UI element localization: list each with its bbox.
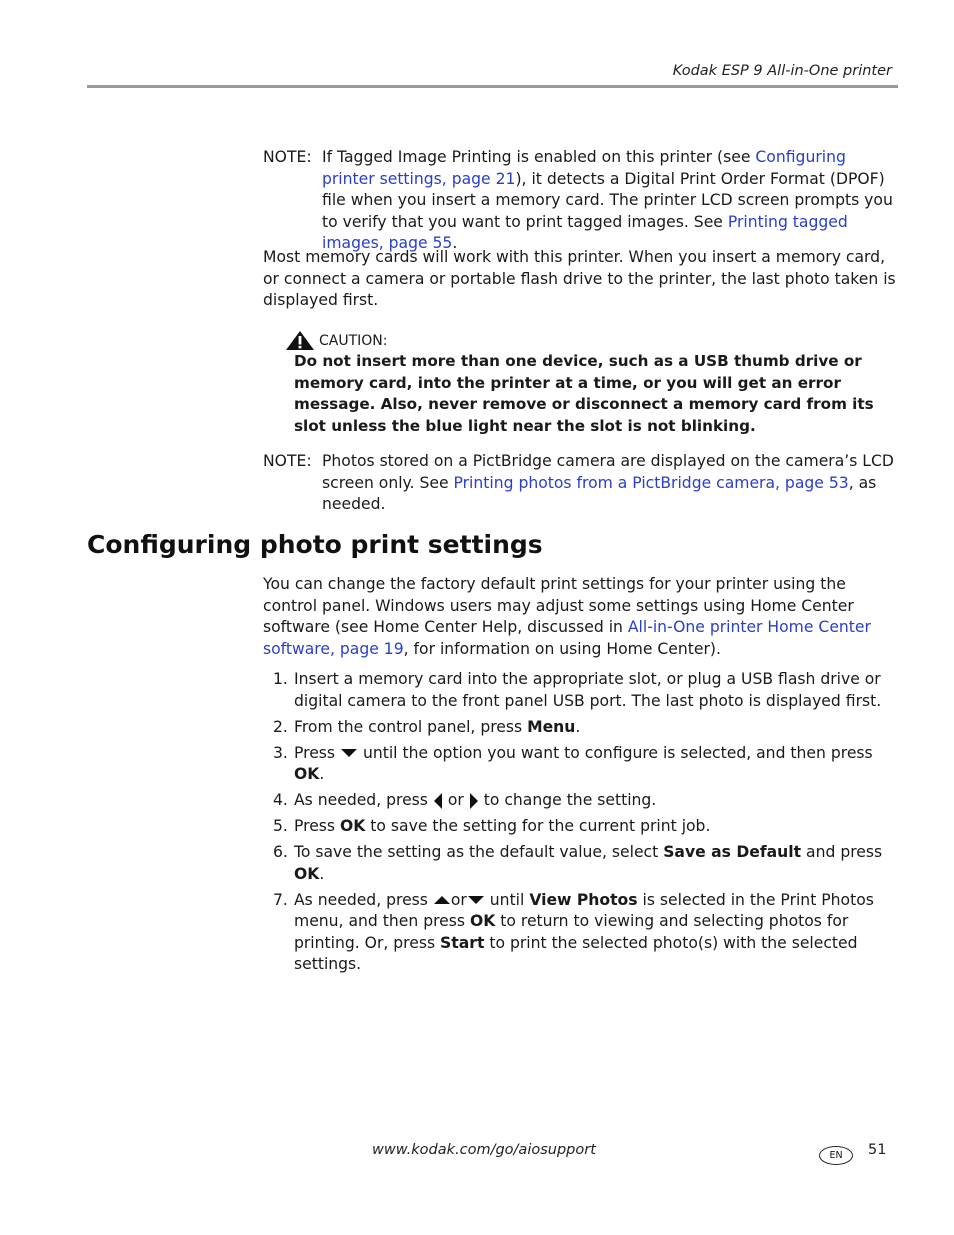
language-badge: EN	[819, 1146, 853, 1165]
right-arrow-icon	[469, 792, 479, 810]
note-pictbridge	[263, 451, 903, 516]
link-printing-tagged-images[interactable]: Printing tagged images, page 55	[322, 212, 848, 252]
caution-block	[285, 330, 897, 437]
steps-list	[263, 669, 903, 980]
memory-card-paragraph: Most memory cards will work with this printer. When you insert a memory card, or connect a camera or portable flash drive to the printer, the last photo taken is displayed first.	[263, 248, 896, 309]
note-label: NOTE:	[263, 148, 312, 166]
section-heading: Configuring photo print settings	[87, 530, 543, 559]
note-body: If Tagged Image Printing is enabled on this printer (see Configuring printer settings, page 21), it detects a Digital Print Order Format (DPOF) file when you insert a memory card. The printer LCD screen prompts you to verify that you want to print tagged images. See Printing tagged images, page 55.	[322, 148, 893, 252]
note-body: Photos stored on a PictBridge camera are displayed on the camera’s LCD screen only. See Printing photos from a PictBridge camera, page 53, as needed.	[322, 452, 894, 513]
list-item: 7. As needed, press or until View Photos is selected in the Print Photos menu, and then press OK to return to viewing and selecting photos for printing. Or, press Start to print the selected photo(s) with the selected settings.	[273, 890, 874, 973]
list-item: 5. Press OK to save the setting for the current print job.	[273, 817, 711, 835]
caution-text: Do not insert more than one device, such as a USB thumb drive or memory card, into the printer at a time, or you will get an error message. Also, never remove or disconnect a memory card from its slot unless the blue light near the slot is not blinking.	[294, 352, 874, 435]
note-label: NOTE:	[263, 452, 312, 470]
link-configuring-printer-settings[interactable]: Configuring printer settings, page 21	[322, 148, 846, 188]
list-item: 4. As needed, press or to change the setting.	[273, 791, 657, 809]
page-number: 51	[868, 1142, 887, 1158]
left-arrow-icon	[433, 792, 443, 810]
up-arrow-icon	[433, 894, 451, 906]
menu-button-ref: Menu	[527, 717, 576, 736]
list-item: 2. From the control panel, press Menu.	[273, 717, 581, 736]
footer-url: www.kodak.com/go/aiosupport	[372, 1142, 596, 1158]
link-home-center-software[interactable]: All-in-One printer Home Center software, page 19	[263, 618, 871, 658]
list-item: 3. Press until the option you want to configure is selected, and then press OK.	[273, 743, 873, 783]
note-tagged-images	[263, 147, 903, 255]
list-item: 6. To save the setting as the default value, select Save as Default and press OK.	[273, 843, 883, 883]
header-rule	[87, 85, 898, 88]
link-printing-photos-pictbridge[interactable]: Printing photos from a PictBridge camera, page 53	[453, 473, 849, 492]
list-item: 1. Insert a memory card into the appropriate slot, or plug a USB flash drive or digital camera to the front panel USB port. The last photo is displayed first.	[273, 670, 882, 710]
down-arrow-icon	[467, 894, 485, 906]
caution-label: CAUTION:	[319, 332, 388, 349]
section-intro: You can change the factory default print settings for your printer using the control panel. Windows users may adjust some settings using Home Center software (see Home Center Help, discussed in All-in-One printer Home Center software, page 19, for information on using Home Center).	[263, 575, 871, 658]
warning-triangle-icon	[285, 330, 315, 351]
down-arrow-icon	[340, 747, 358, 759]
running-header: Kodak ESP 9 All-in-One printer	[672, 63, 892, 79]
